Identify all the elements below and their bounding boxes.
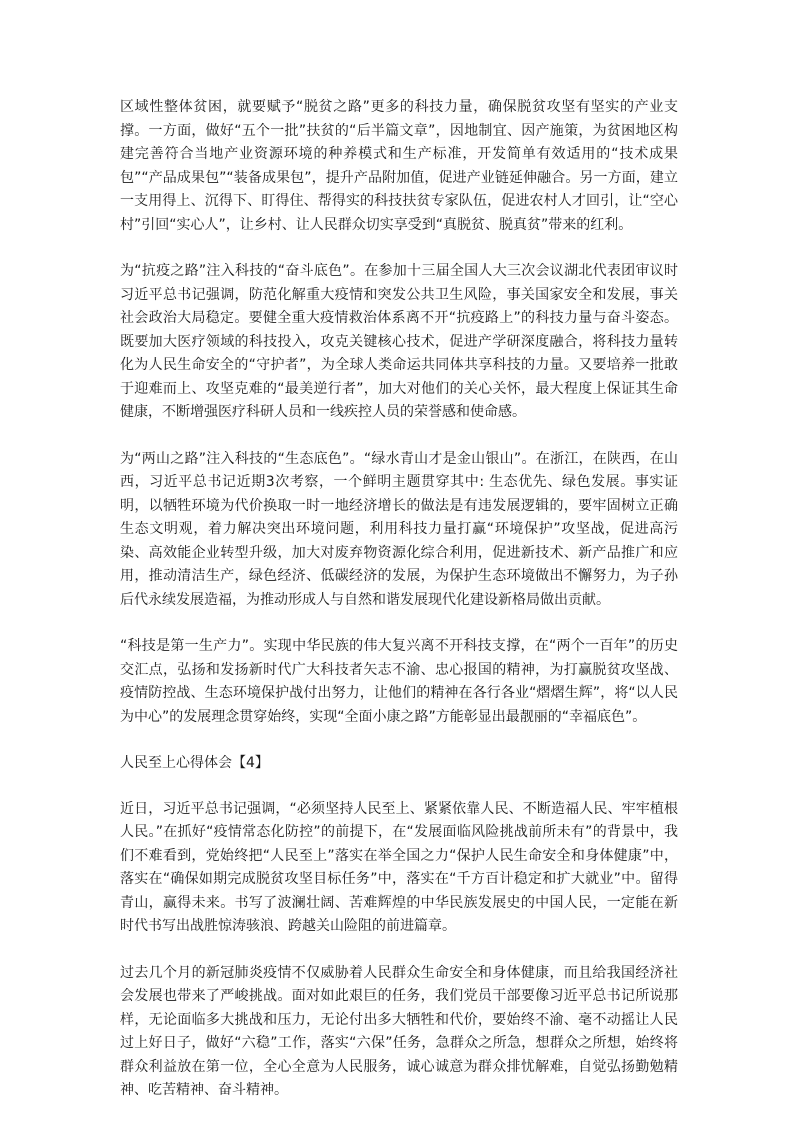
paragraph-science-productivity: “科技是第一生产力”。实现中华民族的伟大复兴离不开科技支撑，在“两个一百年”的历史交汇点，弘扬和发扬新时代广大科技者矢志不渝、忠心报国的精神，为打赢脱贫攻坚战、疫情防控战、生态环境保护战付出努力，让他们的精神在各行各业“熠熠生辉”，将“以人民为中心”的发展理念贯穿始终，实现“全面小康之路”方能彰显出最靓丽的“幸福底色”。 bbox=[120, 638, 678, 725]
section-heading: 人民至上心得体会【4】 bbox=[120, 755, 269, 771]
paragraph-covid-challenge: 过去几个月的新冠肺炎疫情不仅威胁着人民群众生命安全和身体健康，而且给我国经济社会发展也带来了严峻挑战。面对如此艰巨的任务，我们党员干部要像习近平总书记所说那样，无论面临多大挑战和压力，无论付出多大牺牲和代价，要始终不渝、毫不动摇让人民过上好日子，做好“六稳”工作，落实“六保”任务，急群众之所急，想群众之所想，始终将群众利益放在第一位，全心全意为人民服务，诚心诚意为群众排忧解难，自觉弘扬勤勉精神、吃苦精神、奋斗精神。 bbox=[120, 964, 678, 1098]
paragraph-poverty-alleviation: 区域性整体贫困，就要赋予“脱贫之路”更多的科技力量，确保脱贫攻坚有坚实的产业支撑。一方面，做好“五个一批”扶贫的“后半篇文章”，因地制宜、因产施策，为贫困地区构建完善符合当地产业资源环境的种养模式和生产标准，开发简单有效适用的“技术成果包”“产品成果包”“装备成果包”，提升产品附加值，促进产业链延伸融合。另一方面，建立一支用得上、沉得下、盯得住、帮得实的科技扶贫专家队伍，促进农村人才回引，让“空心村”引回“实心人”，让乡村、让人民群众切实享受到“真脱贫、脱真贫”带来的红利。 bbox=[120, 99, 678, 233]
paragraph-ecology: 为“两山之路”注入科技的“生态底色”。“绿水青山才是金山银山”。在浙江，在陕西，在山西，习近平总书记近期3次考察，一个鲜明主题贯穿其中: 生态优先、绿色发展。事实证明，以牺牲环境为代价换取一时一地经济增长的做法是有违发展逻辑的，要牢固树立正确生态文明观，着力解决突出环境问题，利用科技力量打赢“环境保护”攻坚战，促进高污染、高效能企业转型升级，加大对废弃物资源化综合利用，促进新技术、新产品推广和应用，推动清洁生产，绿色经济、低碳经济的发展，为保护生态环境做出不懈努力，为子孙后代永续发展造福，为推动形成人与自然和谐发展现代化建设新格局做出贡献。 bbox=[120, 450, 678, 608]
document-body bbox=[120, 96, 678, 1126]
paragraph-anti-epidemic: 为“抗疫之路”注入科技的“奋斗底色”。在参加十三届全国人大三次会议湖北代表团审议时习近平总书记强调，防范化解重大疫情和突发公共卫生风险，事关国家安全和发展，事关社会政治大局稳定。要健全重大疫情救治体系离不开“抗疫路上”的科技力量与奋斗姿态。既要加大医疗领域的科技投入，攻克关键核心技术，促进产学研深度融合，将科技力量转化为人民生命安全的“守护者”，为全球人类命运共同体共享科技的力量。又要培养一批敢于迎难而上、攻坚克难的“最美逆行者”，加大对他们的关心关怀，最大程度上保证其生命健康，不断增强医疗科研人员和一线疾控人员的荣誉感和使命感。 bbox=[120, 263, 678, 420]
paragraph-people-first: 近日，习近平总书记强调，“必须坚持人民至上、紧紧依靠人民、不断造福人民、牢牢植根人民。”在抓好“疫情常态化防控”的前提下，在“发展面临风险挑战前所未有”的背景中，我们不难看到，党始终把“人民至上”落实在举全国之力“保护人民生命安全和身体健康”中，落实在“确保如期完成脱贫攻坚目标任务”中，落实在“千方百计稳定和扩大就业”中。留得青山，赢得未来。书写了波澜壮阔、苦难辉煌的中华民族发展史的中国人民，一定能在新时代书写出战胜惊涛骇浪、跨越关山险阻的前进篇章。 bbox=[120, 800, 678, 934]
